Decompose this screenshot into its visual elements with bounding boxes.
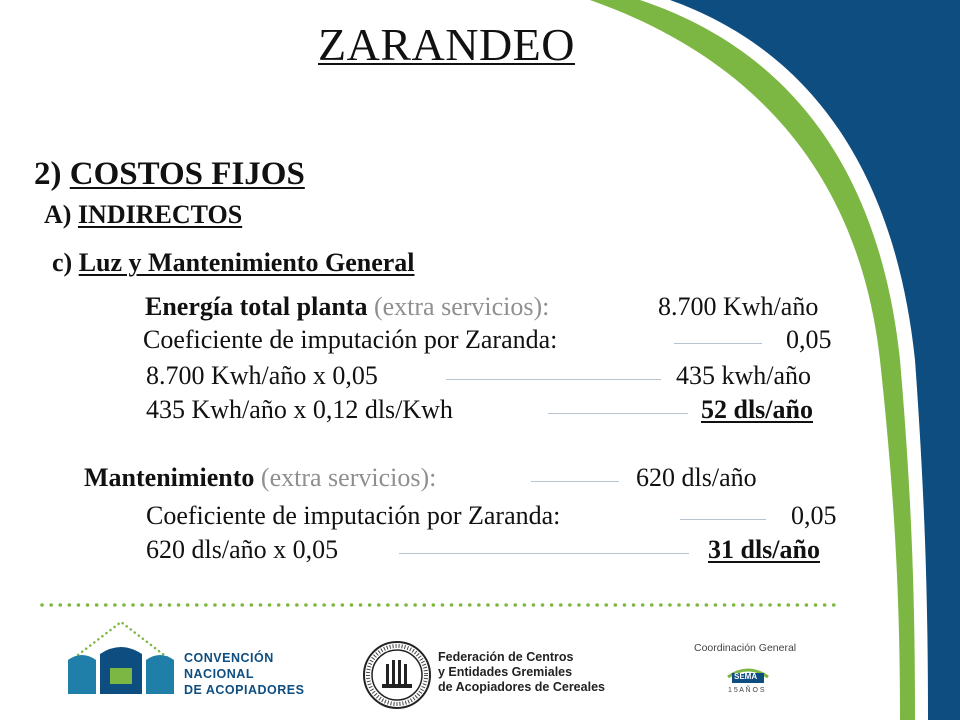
energia-total-row [145, 292, 549, 322]
leader-line [446, 379, 661, 380]
dotted-divider [40, 598, 840, 612]
energia-label: Energía total planta [145, 292, 368, 321]
convencion-line-1: CONVENCIÓN [184, 651, 274, 665]
convencion-name [184, 650, 304, 698]
federacion-name [438, 650, 605, 695]
federacion-seal-icon [362, 640, 432, 710]
leader-line [531, 481, 619, 482]
mantenimiento-coef-label: Coeficiente de imputación por Zaranda: [146, 501, 561, 530]
federacion-line-3: de Acopiadores de Cereales [438, 680, 605, 694]
section-number: 2) [34, 156, 62, 192]
subsection-letter: A) [44, 200, 72, 229]
energia-coef-value: 0,05 [786, 325, 832, 354]
energia-calc1-left: 8.700 Kwh/año x 0,05 [146, 361, 378, 390]
subsection-heading [44, 200, 242, 230]
silo-icon [66, 618, 176, 700]
mantenimiento-calc-left: 620 dls/año x 0,05 [146, 535, 339, 564]
mantenimiento-label-extra: (extra servicios): [260, 463, 437, 492]
mantenimiento-coef-value: 0,05 [791, 501, 837, 530]
section-heading [34, 156, 305, 193]
page-title: ZARANDEO [318, 19, 575, 70]
leader-line [680, 519, 766, 520]
convencion-line-3: DE ACOPIADORES [184, 683, 305, 697]
energia-calc2-left: 435 Kwh/año x 0,12 dls/Kwh [146, 395, 453, 424]
leader-line [548, 413, 688, 414]
sema-mark-text: SEMA [734, 672, 758, 681]
convencion-logo [66, 618, 176, 700]
item-name: Luz y Mantenimiento General [78, 248, 415, 277]
item-letter: c) [52, 248, 73, 277]
coordinacion-caption: Coordinación General [694, 642, 797, 654]
energia-total-value: 8.700 Kwh/año [658, 292, 819, 321]
energia-calc2-right: 52 dls/año [701, 395, 813, 424]
energia-coef-label: Coeficiente de imputación por Zaranda: [143, 325, 558, 354]
mantenimiento-value: 620 dls/año [636, 463, 757, 492]
sema-years: 1 5 A Ñ O S [728, 687, 765, 694]
item-heading [52, 248, 415, 278]
energia-calc1-right: 435 kwh/año [676, 361, 812, 390]
leader-line [399, 553, 689, 554]
federacion-line-2: y Entidades Gremiales [438, 665, 573, 679]
federacion-seal [362, 640, 432, 710]
energia-label-extra: (extra servicios): [373, 292, 550, 321]
leader-line [674, 343, 762, 344]
mantenimiento-row [84, 463, 436, 493]
convencion-line-2: NACIONAL [184, 667, 254, 681]
federacion-line-1: Federación de Centros [438, 650, 574, 664]
mantenimiento-calc-right: 31 dls/año [708, 535, 820, 564]
mantenimiento-label: Mantenimiento [84, 463, 255, 492]
sema-logo [726, 663, 770, 701]
section-name: COSTOS FIJOS [69, 156, 305, 192]
subsection-name: INDIRECTOS [77, 200, 243, 229]
